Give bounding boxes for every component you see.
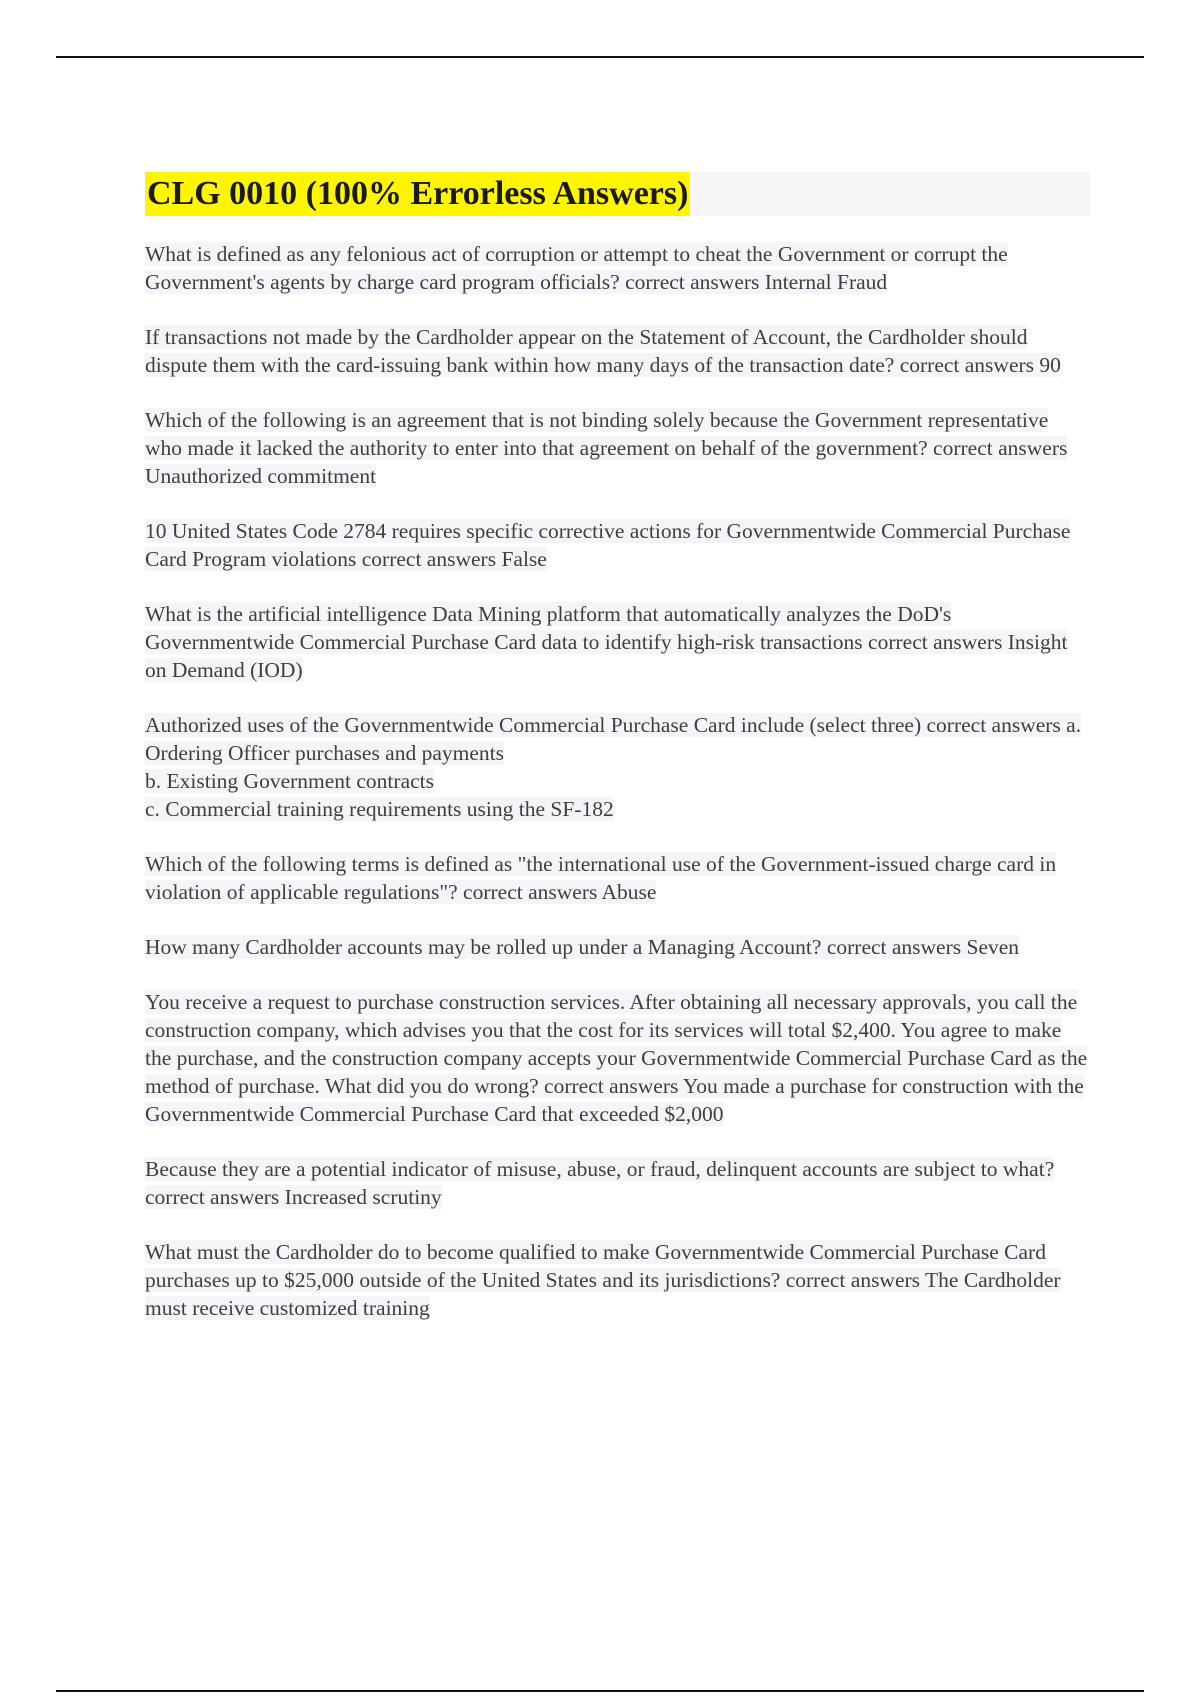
qa-item-9: You receive a request to purchase construction services. After obtaining all necessary approvals, you call the construction company, which advises you that the cost for its services will total $2,400. You agree to make the purchase, and the construction company accepts your Governmentwide Commercial Purchase Card as the method of purchase. What did you do wrong? correct answers You made a purchase for construction with the Governmentwide Commercial Purchase Card that exceeded $2,000: [145, 990, 1088, 1126]
qa-item-6: Authorized uses of the Governmentwide Commercial Purchase Card include (select three) correct answers a. Ordering Officer purchases and payments b. Existing Government contracts c. Commercial training requirements using the SF-182: [145, 713, 1082, 821]
qa-item-11: What must the Cardholder do to become qualified to make Governmentwide Commercial Purchase Card purchases up to $25,000 outside of the United States and its jurisdictions? correct answers The Cardholder must receive customized training: [145, 1240, 1061, 1320]
qa-item-5: What is the artificial intelligence Data Mining platform that automatically analyzes the DoD's Governmentwide Commercial Purchase Card data to identify high-risk transactions correct answers Insight on Demand (IOD): [145, 602, 1068, 682]
qa-item-4: 10 United States Code 2784 requires specific corrective actions for Governmentwide Commercial Purchase Card Program violations correct answers False: [145, 519, 1071, 571]
qa-item-1: What is defined as any felonious act of corruption or attempt to cheat the Government or corrupt the Government's agents by charge card program officials? correct answers Internal Fraud: [145, 242, 1008, 294]
qa-list: [145, 240, 1090, 1322]
bottom-rule: [56, 1690, 1144, 1692]
document-body: [145, 172, 1090, 1349]
top-rule: [56, 56, 1144, 58]
qa-item-7: Which of the following terms is defined as "the international use of the Government-issued charge card in violation of applicable regulations"? correct answers Abuse: [145, 852, 1057, 904]
document-title: CLG 0010 (100% Errorless Answers): [145, 172, 690, 216]
qa-item-2: If transactions not made by the Cardholder appear on the Statement of Account, the Cardholder should dispute them with the card-issuing bank within how many days of the transaction date? correct answers 90: [145, 325, 1061, 377]
qa-item-10: Because they are a potential indicator of misuse, abuse, or fraud, delinquent accounts are subject to what? correct answers Increased scrutiny: [145, 1157, 1055, 1209]
qa-item-3: Which of the following is an agreement that is not binding solely because the Government representative who made it lacked the authority to enter into that agreement on behalf of the government? correct answers Unauthorized commitment: [145, 408, 1068, 488]
qa-item-8: How many Cardholder accounts may be rolled up under a Managing Account? correct answers Seven: [145, 935, 1020, 959]
title-band: [145, 172, 1090, 216]
